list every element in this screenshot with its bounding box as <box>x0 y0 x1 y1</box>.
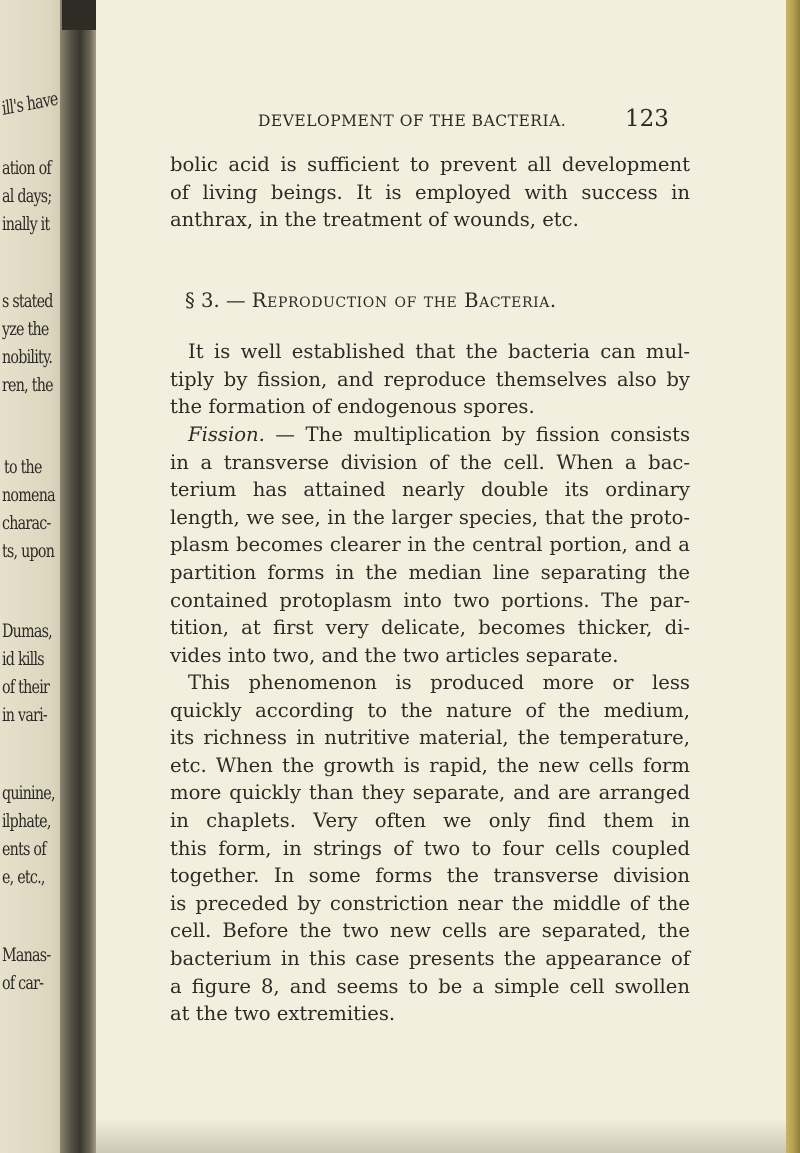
section-title: Reproduction of the Bacteria. <box>251 289 557 312</box>
left-fragment: to the <box>4 456 42 478</box>
left-fragment: ts, upon <box>2 540 55 562</box>
text-line: length, we see, in the larger species, that the proto- <box>170 505 690 529</box>
text-line: together. In some forms the transverse division <box>170 864 690 888</box>
book-gutter <box>60 0 100 1153</box>
left-fragment: ation of <box>2 157 51 179</box>
text-line: in chaplets. Very often we only find them in <box>170 808 690 832</box>
left-fragment: yze the <box>2 318 49 340</box>
text-fragment: — The multiplication by fission consists <box>264 423 690 446</box>
section-heading <box>185 289 557 312</box>
paragraph-3 <box>170 421 690 669</box>
text-line: contained protoplasm into two portions. The par- <box>170 588 690 612</box>
paragraph-1 <box>170 151 690 234</box>
left-fragment: al days; <box>2 185 52 207</box>
text-line: quickly according to the nature of the medium, <box>170 698 690 722</box>
left-fragment: ill's have <box>0 87 59 120</box>
text-line: tition, at first very delicate, becomes thicker, di- <box>170 616 690 640</box>
page-bottom-shadow <box>96 1118 786 1153</box>
left-fragment: ren, the <box>2 374 53 396</box>
text-line: cell. Before the two new cells are separated, the <box>170 919 690 943</box>
left-fragment: in vari- <box>2 704 47 726</box>
left-fragment: Dumas, <box>2 620 52 642</box>
text-line: the formation of endogenous spores. <box>170 395 535 419</box>
left-fragment: ents of <box>2 838 46 860</box>
left-fragment: e, etc., <box>2 866 45 888</box>
left-fragment: inally it <box>2 213 50 235</box>
text-line: This phenomenon is produced more or less <box>188 671 690 694</box>
text-line: plasm becomes clearer in the central portion, and a <box>170 533 690 557</box>
page-edge <box>786 0 800 1153</box>
text-line: of living beings. It is employed with success in <box>170 180 690 204</box>
text-line: this form, in strings of two to four cells coupled <box>170 836 690 860</box>
running-title: DEVELOPMENT OF THE BACTERIA. <box>258 112 567 130</box>
left-fragment: s stated <box>2 290 53 312</box>
text-line: its richness in nutritive material, the temperature, <box>170 726 690 750</box>
paragraph-4 <box>170 669 690 1028</box>
paragraph-2 <box>170 338 690 421</box>
left-fragment: Manas- <box>2 944 51 966</box>
left-fragment: of car- <box>2 972 44 994</box>
text-line: a figure 8, and seems to be a simple cell swollen <box>170 974 690 998</box>
text-line: tiply by fission, and reproduce themselves also by <box>170 367 690 391</box>
left-fragment: ilphate, <box>2 810 51 832</box>
text-line: anthrax, in the treatment of wounds, etc. <box>170 208 579 232</box>
text-line: It is well established that the bacteria can mul- <box>188 340 690 363</box>
text-line: bolic acid is sufficient to prevent all development <box>170 153 690 176</box>
text-line: partition forms in the median line separating the <box>170 560 690 584</box>
term-fission: Fission. <box>188 423 265 446</box>
left-fragment: nobility. <box>2 346 53 368</box>
left-fragment: charac- <box>2 512 51 534</box>
text-line: etc. When the growth is rapid, the new cells form <box>170 753 690 777</box>
section-number: § 3. — <box>185 289 252 312</box>
text-line: at the two extremities. <box>170 1002 396 1026</box>
left-fragment: of their <box>2 676 50 698</box>
left-fragment: quinine, <box>2 782 55 804</box>
left-fragment: id kills <box>2 648 44 670</box>
text-line <box>170 421 690 449</box>
text-line: more quickly than they separate, and are arranged <box>170 781 690 805</box>
text-line: bacterium in this case presents the appearance of <box>170 946 690 970</box>
text-line: is preceded by constriction near the middle of the <box>170 891 690 915</box>
text-line: terium has attained nearly double its ordinary <box>170 478 690 502</box>
book-gutter-top <box>62 0 96 30</box>
text-line: vides into two, and the two articles separate. <box>170 643 619 667</box>
text-line: in a transverse division of the cell. When a bac- <box>170 450 690 474</box>
left-fragment: nomena <box>2 484 55 506</box>
page-number: 123 <box>625 106 669 132</box>
